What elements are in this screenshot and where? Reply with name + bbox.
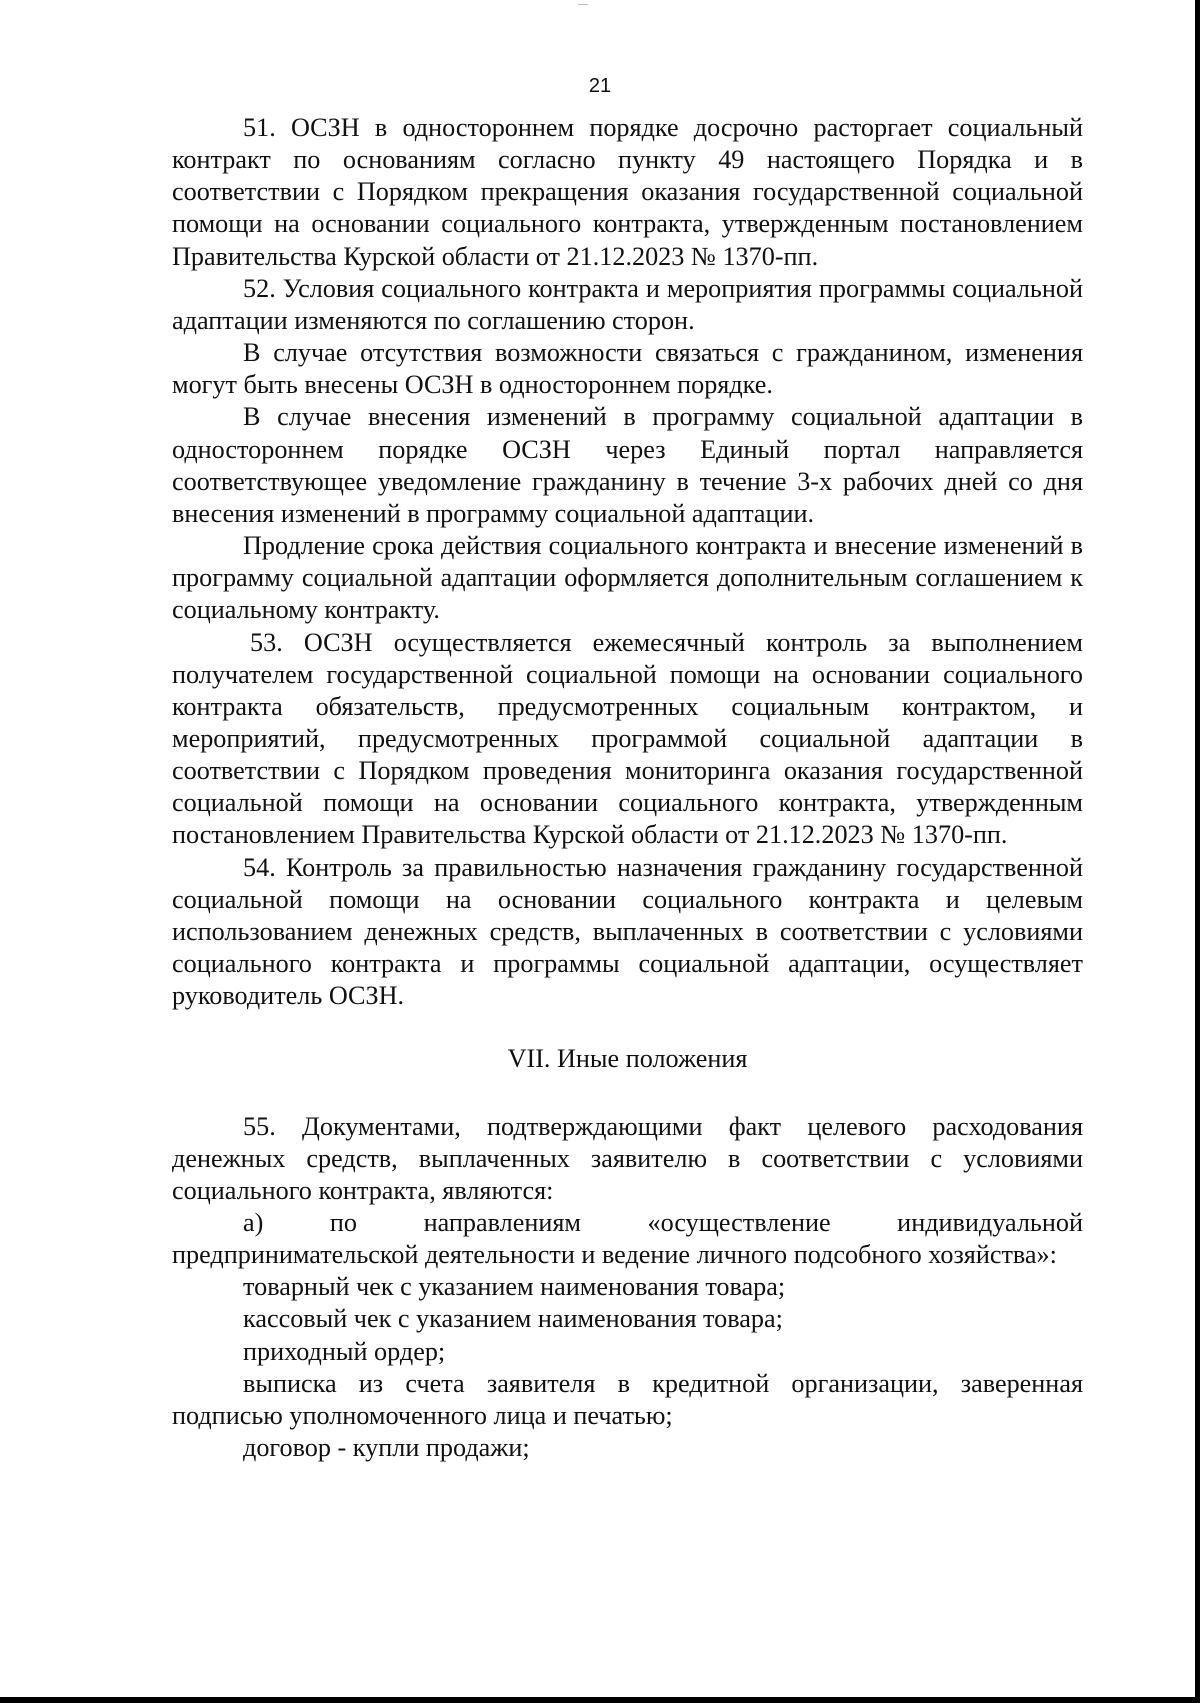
scan-edge-right	[1195, 0, 1200, 1703]
scan-edge-bottom	[0, 1697, 1200, 1703]
section-heading: VII. Иные положения	[507, 1044, 748, 1074]
scan-mark	[578, 4, 588, 5]
paragraph-52-unilateral: В случае отсутствия возможности связаться с гражданином, изменения могут быть внесены ОСЗН в одностороннем порядке.	[172, 338, 1083, 400]
list-item-sale-contract: договор - купли продажи;	[243, 1433, 530, 1463]
paragraph-55-a: а) по направлениям «осуществление индивидуальной предпринимательской деятельности и ведение личного подсобного хозяйства»:	[172, 1208, 1083, 1270]
paragraph-52-notification: В случае внесения изменений в программу социальной адаптации в одностороннем порядке ОСЗН через Единый портал направляется соответствующее уведомление гражданину в течение 3-х рабочих дней со дня внесения изменений в программу социальной адаптации.	[172, 402, 1083, 528]
paragraph-55: 55. Документами, подтверждающими факт целевого расходования денежных средств, выплаченных заявителю в соответствии с условиями социального контракта, являются:	[172, 1111, 1083, 1205]
page-number: 21	[588, 75, 612, 97]
paragraph-53: 53. ОСЗН осуществляется ежемесячный контроль за выполнением получателем государственной социальной помощи на основании социального контракта обязательств, предусмотренных социальным контрактом, и мероприятий, предусмотренных программой социальной адаптации в соответствии с Порядком проведения мониторинга оказания государственной социальной помощи на основании социального контракта, утвержденным постановлением Правительства Курской области от 21.12.2023 № 1370-пп.	[172, 627, 1083, 850]
list-item-credit-order: приходный ордер;	[243, 1336, 446, 1366]
list-item-sales-receipt: товарный чек с указанием наименования товара;	[243, 1272, 786, 1302]
list-item-bank-statement: выписка из счета заявителя в кредитной организации, заверенная подписью уполномоченного лица и печатью;	[172, 1368, 1083, 1430]
document-body	[172, 112, 1083, 1464]
paragraph-51: 51. ОСЗН в одностороннем порядке досрочно расторгает социальный контракт по основаниям согласно пункту 49 настоящего Порядка и в соответствии с Порядком прекращения оказания государственной социальной помощи на основании социального контракта, утвержденным постановлением Правительства Курской области от 21.12.2023 № 1370-пп.	[172, 113, 1083, 271]
paragraph-52-extension: Продление срока действия социального контракта и внесение изменений в программу социальной адаптации оформляется дополнительным соглашением к социальному контракту.	[172, 531, 1083, 625]
paragraph-54: 54. Контроль за правильностью назначения гражданину государственной социальной помощи на основании социального контракта и целевым использованием денежных средств, выплаченных в соответствии с условиями социального контракта и программы социальной адаптации, осуществляет руководитель ОСЗН.	[172, 852, 1083, 1011]
paragraph-52: 52. Условия социального контракта и мероприятия программы социальной адаптации изменяются по соглашению сторон.	[172, 273, 1083, 335]
list-item-cash-receipt: кассовый чек с указанием наименования товара;	[243, 1304, 783, 1334]
